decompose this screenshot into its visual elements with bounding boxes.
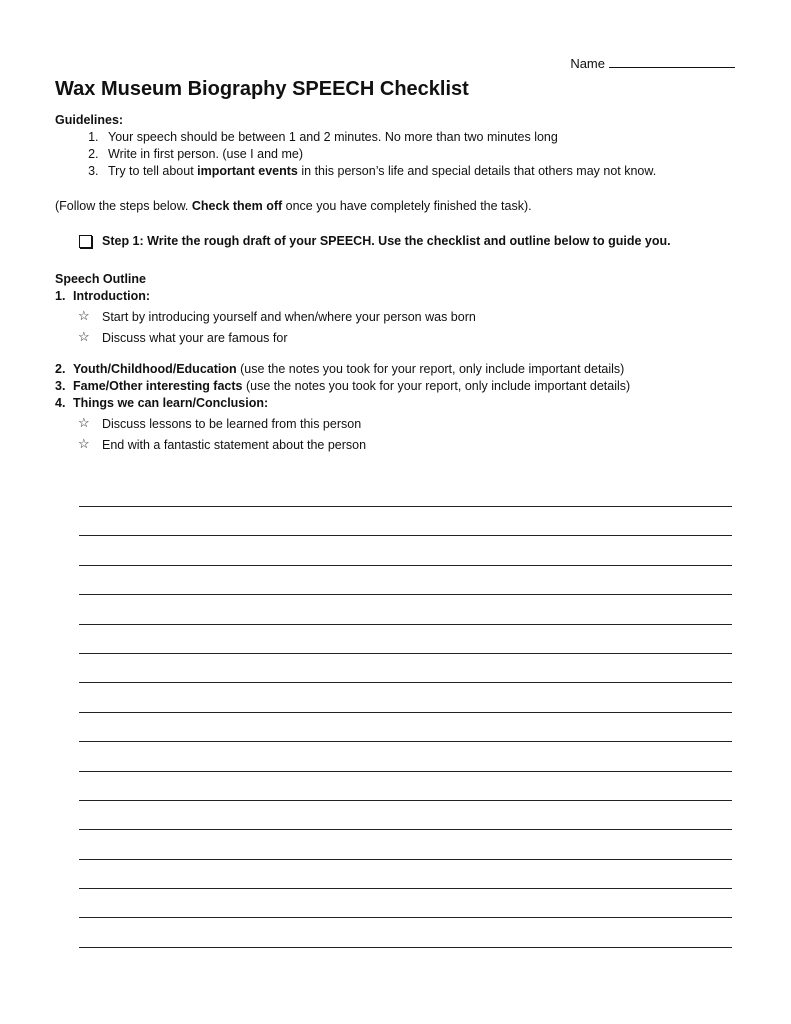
guidelines-section (55, 113, 745, 180)
follow-instructions: (Follow the steps below. Check them off once you have completely finished the task). (55, 199, 532, 213)
writing-line[interactable] (79, 595, 732, 624)
page-title: Wax Museum Biography SPEECH Checklist (55, 78, 469, 100)
section-4-bullets (55, 416, 755, 454)
writing-line[interactable] (79, 625, 732, 654)
writing-line[interactable] (79, 889, 732, 918)
writing-line[interactable] (79, 772, 732, 801)
important-events-emphasis: important events (197, 164, 298, 178)
outline-section-1: 1. Introduction: ☆ Start by introducing yourself and when/where your person was born ☆ Discuss what your are famous for (55, 288, 755, 347)
star-icon: ☆ (78, 329, 90, 344)
name-label: Name (570, 56, 605, 71)
star-icon: ☆ (78, 308, 90, 323)
writing-line[interactable] (79, 801, 732, 830)
guidelines-list (55, 129, 745, 180)
writing-line[interactable] (79, 918, 732, 947)
writing-lines-area[interactable] (79, 506, 732, 948)
list-item: ☆ End with a fantastic statement about the person (78, 436, 367, 452)
name-blank-line[interactable] (609, 55, 735, 68)
list-item: ☆ Discuss what your are famous for (78, 329, 288, 345)
section-1-bullets (55, 309, 755, 347)
guideline-item-3: 3. Try to tell about important events in this person’s life and special details that others may not know. (102, 163, 745, 180)
guideline-item-2: 2. Write in first person. (use I and me) (102, 146, 745, 163)
speech-outline (55, 271, 755, 458)
list-item: ☆ Discuss lessons to be learned from this person (78, 415, 362, 431)
writing-line[interactable] (79, 860, 732, 889)
list-item: ☆ Start by introducing yourself and when/where your person was born (78, 308, 476, 324)
check-off-emphasis: Check them off (191, 199, 283, 213)
star-icon: ☆ (78, 415, 90, 430)
guideline-item-1: 1. Your speech should be between 1 and 2 minutes. No more than two minutes long (102, 129, 745, 146)
step-1-checkbox[interactable] (79, 235, 92, 248)
step-1-text: Step 1: Write the rough draft of your SPEECH. Use the checklist and outline below to guide you. (102, 234, 671, 248)
outline-section-3: 3. Fame/Other interesting facts (use the notes you took for your report, only include important details) (55, 379, 631, 393)
writing-line[interactable] (79, 536, 732, 565)
guidelines-heading: Guidelines: (55, 113, 124, 127)
writing-line[interactable] (79, 507, 732, 536)
writing-line[interactable] (79, 654, 732, 683)
writing-line[interactable] (79, 742, 732, 771)
writing-line[interactable] (79, 713, 732, 742)
star-icon: ☆ (78, 436, 90, 451)
writing-line[interactable] (79, 830, 732, 859)
name-row (570, 55, 735, 71)
outline-section-4: 4. Things we can learn/Conclusion: ☆ Discuss lessons to be learned from this person ☆ End with a fantastic statement about the person (55, 395, 755, 454)
writing-line[interactable] (79, 566, 732, 595)
outline-heading: Speech Outline (55, 272, 146, 286)
step-1-item (79, 234, 671, 248)
outline-section-2: 2. Youth/Childhood/Education (use the notes you took for your report, only include important details) (55, 362, 625, 376)
writing-line[interactable] (79, 683, 732, 712)
